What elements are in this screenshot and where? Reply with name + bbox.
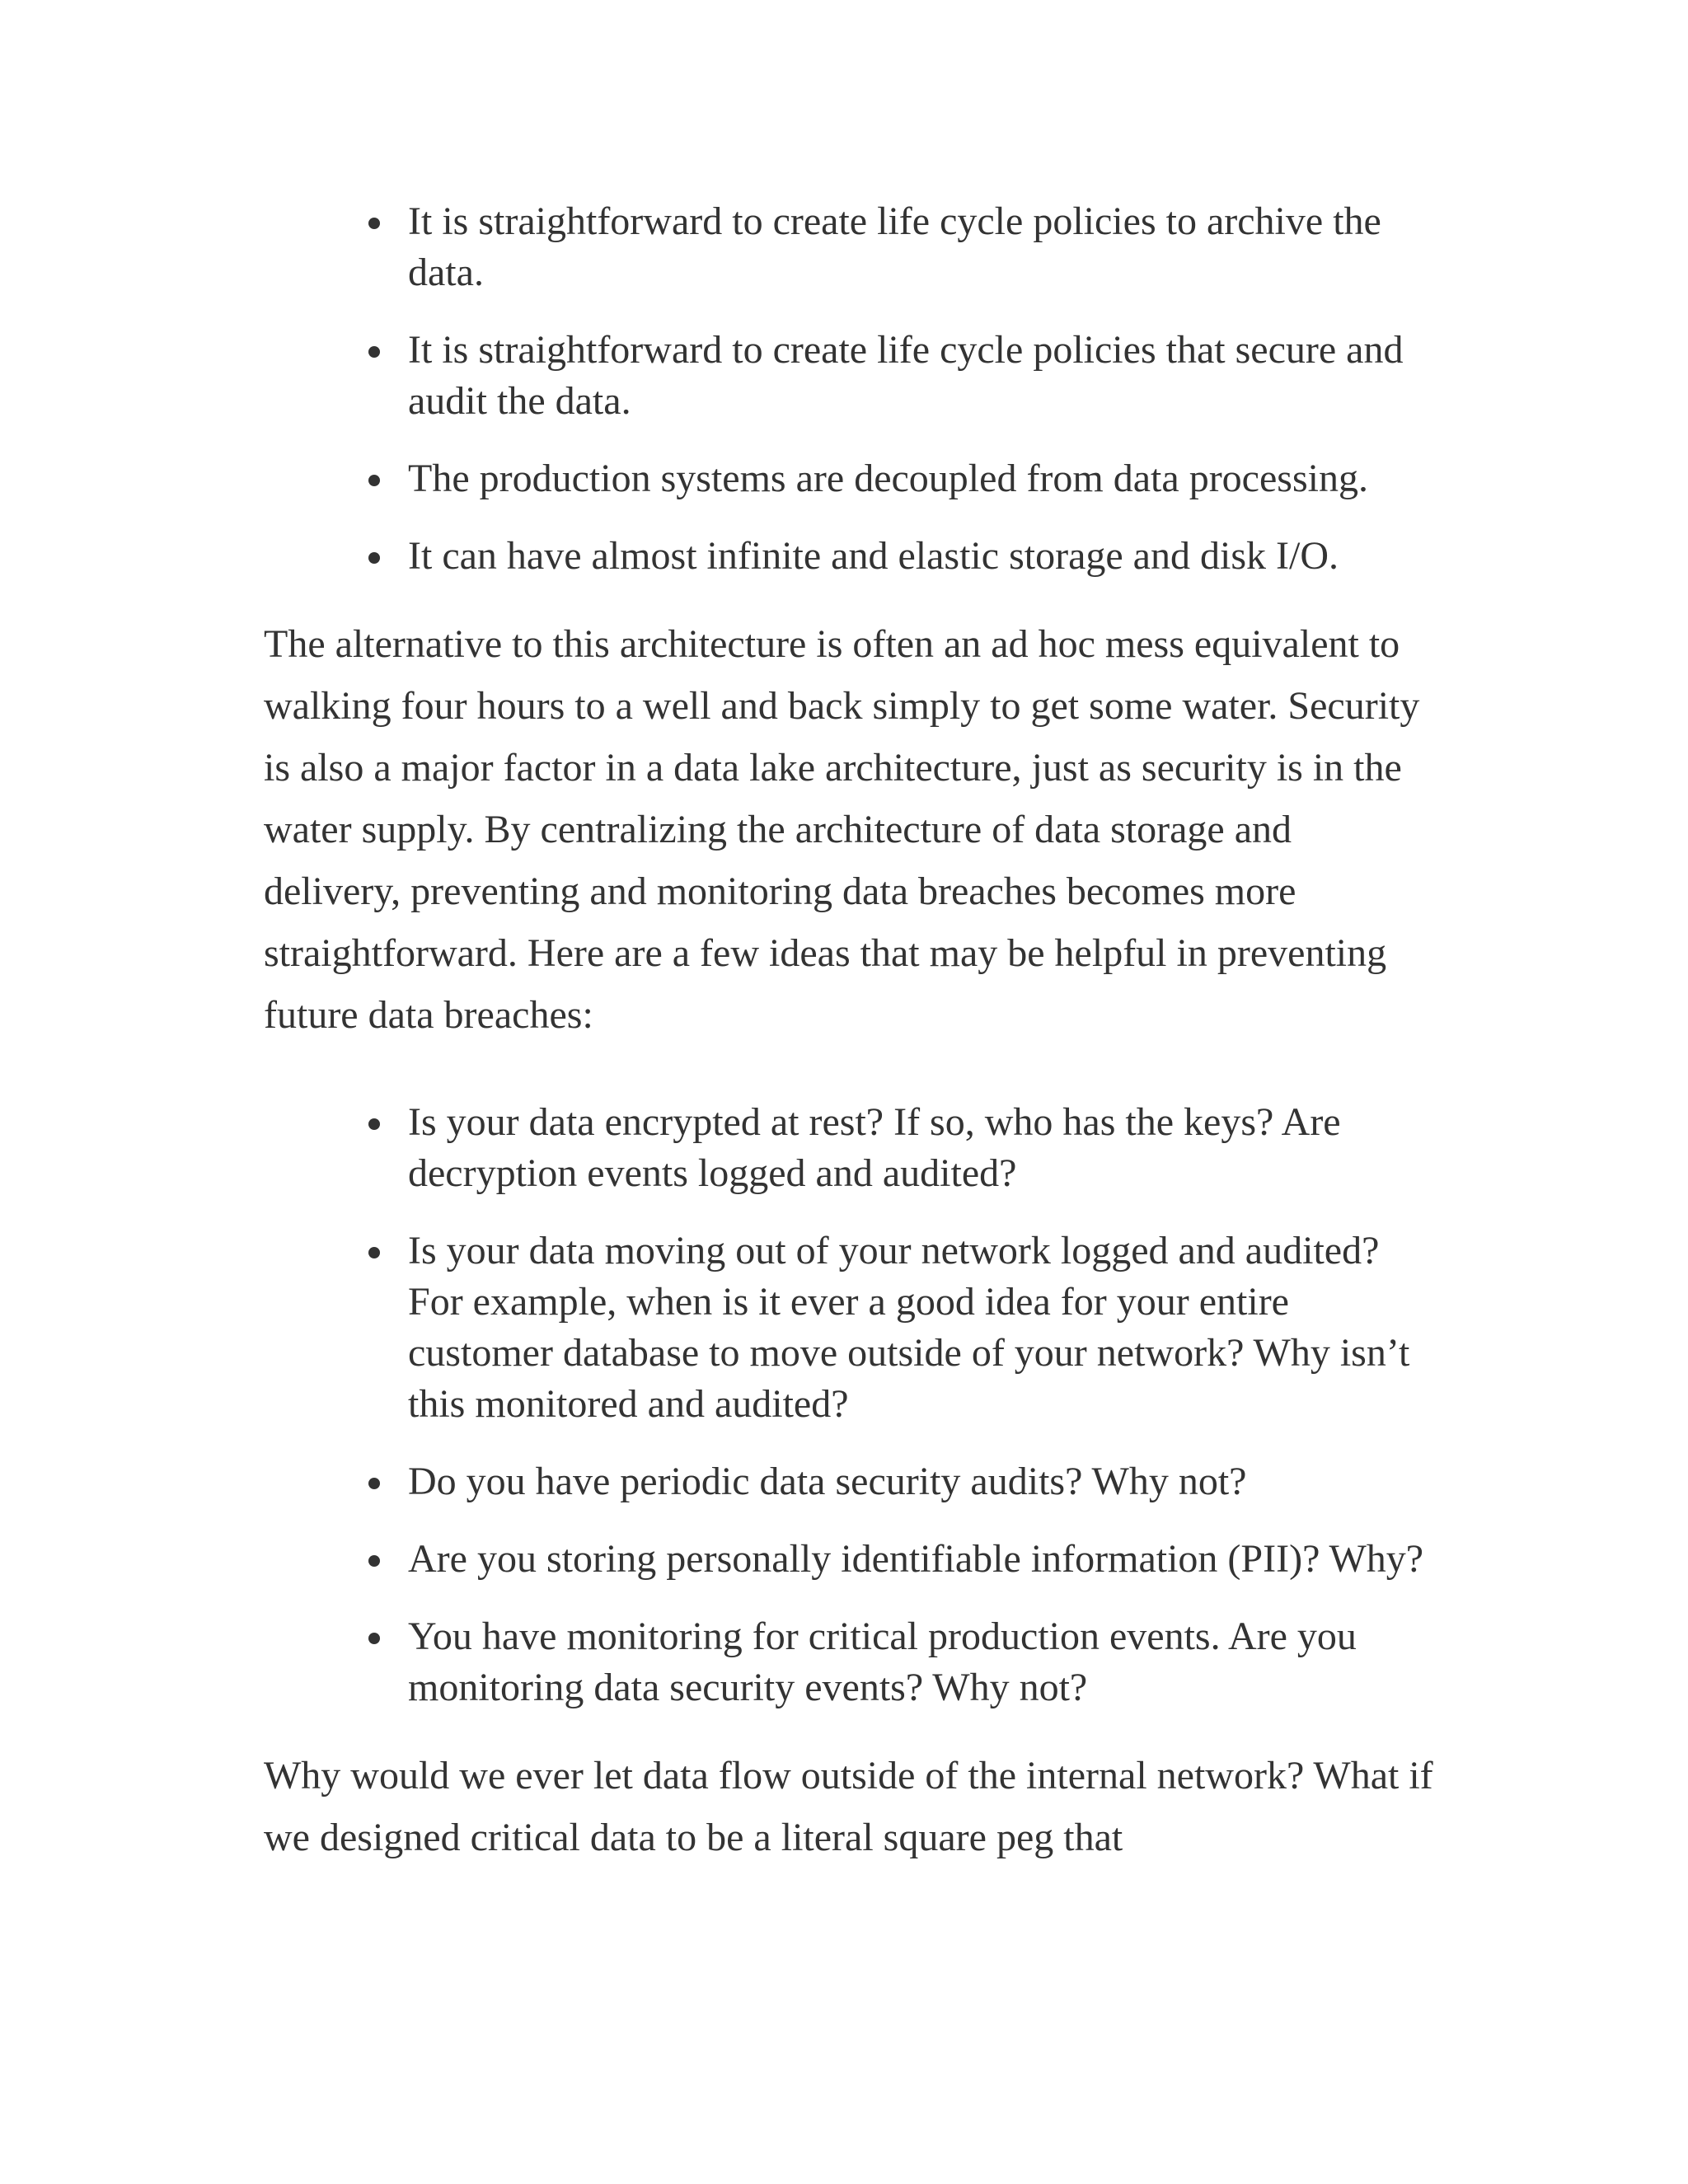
paragraph-data-flow: Why would we ever let data flow outside of the internal network? What if we designed critical data to be a literal square peg that [264, 1754, 1433, 1859]
bullet-icon [368, 1478, 380, 1489]
list-item [408, 1097, 1434, 1199]
list-item-text: It can have almost infinite and elastic storage and disk I/O. [408, 534, 1339, 578]
list-item [408, 1456, 1434, 1507]
list-item-text: Is your data moving out of your network logged and audited? For example, when is it ever a good idea for your entire customer database to move outside of your network? Why isn’t this monitored and audited? [408, 1229, 1410, 1426]
list-item [408, 453, 1434, 504]
list-item-text: Are you storing personally identifiable information (PII)? Why? [408, 1537, 1424, 1581]
list-item-text: It is straightforward to create life cycle policies that secure and audit the data. [408, 328, 1404, 423]
list-item-text: It is straightforward to create life cycle policies to archive the data. [408, 199, 1381, 294]
list-item-text: You have monitoring for critical production events. Are you monitoring data security events? Why not? [408, 1615, 1357, 1709]
list-item [408, 196, 1434, 298]
paragraph-security: The alternative to this architecture is often an ad hoc mess equivalent to walking four hours to a well and back simply to get some water. Security is also a major factor in a data lake architecture, just as security is in the water supply. By centralizing the architecture of data storage and delivery, preventing and monitoring data breaches becomes more straightforward. Here are a few ideas that may be helpful in preventing future data breaches: [264, 622, 1420, 1037]
list-item-text: The production systems are decoupled from data processing. [408, 457, 1368, 500]
list-item [408, 531, 1434, 582]
bullet-icon [368, 475, 380, 486]
bullet-icon [368, 346, 380, 358]
bullet-icon [368, 1633, 380, 1644]
list-item-text: Is your data encrypted at rest? If so, who has the keys? Are decryption events logged and audited? [408, 1100, 1341, 1195]
bullet-list-lifecycle [264, 196, 1434, 582]
bullet-icon [368, 218, 380, 229]
list-item [408, 1611, 1434, 1713]
list-item [408, 1226, 1434, 1430]
bullet-icon [368, 1555, 380, 1567]
bullet-icon [368, 552, 380, 564]
bullet-icon [368, 1247, 380, 1258]
bullet-icon [368, 1118, 380, 1130]
bullet-list-security-questions [264, 1097, 1434, 1713]
list-item [408, 1534, 1434, 1585]
list-item-text: Do you have periodic data security audits? Why not? [408, 1460, 1247, 1503]
list-item [408, 325, 1434, 427]
document-page [264, 196, 1434, 1868]
